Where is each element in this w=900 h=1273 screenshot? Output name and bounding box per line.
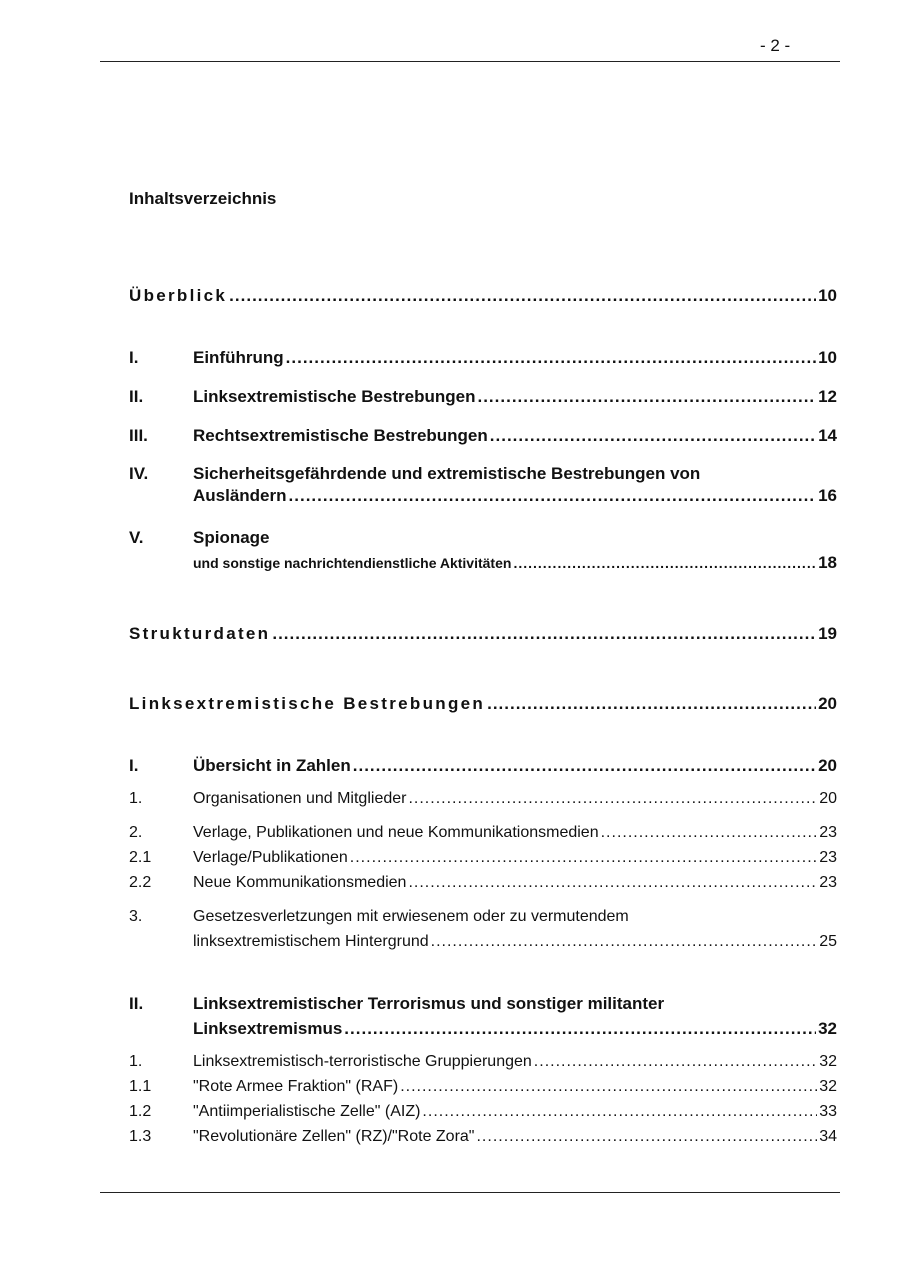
- leader-dots: [490, 426, 816, 446]
- leader-dots: [487, 694, 816, 714]
- toc-entry-number: V.: [129, 528, 144, 547]
- toc-entry-title: Organisationen und Mitglieder: [193, 790, 407, 807]
- toc-entry-number: I.: [129, 756, 139, 775]
- toc-entry-title: Strukturdaten: [129, 624, 271, 643]
- toc-entry-page: 23: [819, 849, 837, 866]
- toc-entry-title-line2: und sonstige nachrichtendienstliche Aktivitäten: [193, 555, 512, 571]
- toc-entry-number: 3.: [129, 908, 143, 925]
- toc-entry-number: 1.1: [129, 1078, 152, 1095]
- toc-entry-title: "Rote Armee Fraktion" (RAF): [193, 1078, 399, 1095]
- toc-entry[interactable]: [129, 464, 837, 514]
- toc-subentry[interactable]: [129, 1078, 837, 1102]
- leader-dots: [601, 824, 818, 842]
- toc-subentry[interactable]: [129, 908, 837, 958]
- leader-dots: [476, 1128, 817, 1146]
- toc-entry-page: 23: [819, 874, 837, 891]
- toc-entry-page: 20: [818, 694, 837, 713]
- toc-entry[interactable]: [129, 387, 837, 411]
- leader-dots: [344, 1019, 816, 1039]
- toc-entry-title: Verlage/Publikationen: [193, 849, 348, 866]
- toc-entry-page: 19: [818, 624, 837, 643]
- toc-entry-number: 1.: [129, 790, 143, 807]
- toc-entry-number: 2.2: [129, 874, 152, 891]
- leader-dots: [350, 849, 817, 867]
- toc-entry-number: III.: [129, 426, 148, 445]
- toc-entry-number: 1.3: [129, 1128, 152, 1145]
- leader-dots: [400, 1078, 817, 1096]
- toc-entry[interactable]: [129, 994, 837, 1044]
- leader-dots: [422, 1103, 817, 1121]
- toc-entry[interactable]: [129, 756, 837, 780]
- toc-subentry[interactable]: [129, 874, 837, 898]
- leader-dots: [408, 874, 817, 892]
- toc-entry-title: Übersicht in Zahlen: [193, 756, 351, 775]
- leader-dots: [513, 555, 816, 571]
- toc-entry-number: 2.: [129, 824, 143, 841]
- toc-entry-title-line2: Ausländern: [193, 486, 287, 505]
- toc-entry-title: Linksextremistisch-terroristische Gruppierungen: [193, 1053, 532, 1070]
- page-number: - 2 -: [760, 36, 791, 55]
- footer-rule: [100, 1192, 840, 1193]
- toc-entry-number: 1.: [129, 1053, 143, 1070]
- leader-dots: [353, 756, 816, 776]
- toc-entry-number: II.: [129, 387, 144, 406]
- toc-section-ueberblick[interactable]: [129, 286, 837, 310]
- leader-dots: [477, 387, 816, 407]
- toc-section-strukturdaten[interactable]: [129, 624, 837, 648]
- toc-entry-title: Rechtsextremistische Bestrebungen: [193, 426, 488, 445]
- toc-entry[interactable]: [129, 426, 837, 450]
- toc-subentry[interactable]: [129, 849, 837, 873]
- toc-entry-page: 10: [818, 348, 837, 367]
- toc-entry-title-line2: linksextremistischem Hintergrund: [193, 933, 429, 950]
- toc-entry-page: 25: [819, 933, 837, 950]
- toc-entry-page: 33: [819, 1103, 837, 1120]
- toc-entry-title: Neue Kommunikationsmedien: [193, 874, 407, 891]
- toc-entry-title: Einführung: [193, 348, 284, 367]
- toc-entry-title: "Antiimperialistische Zelle" (AIZ): [193, 1103, 421, 1120]
- toc-entry-title-line1: Linksextremistischer Terrorismus und sonstiger militanter: [193, 994, 665, 1013]
- toc-entry-title-line1: Sicherheitsgefährdende und extremistische Bestrebungen von: [193, 464, 701, 483]
- toc-entry-title-line1: Gesetzesverletzungen mit erwiesenem oder zu vermutendem: [193, 908, 629, 925]
- toc-entry-page: 23: [819, 824, 837, 841]
- toc-subentry[interactable]: [129, 1128, 837, 1152]
- leader-dots: [408, 790, 817, 808]
- toc-entry-number: IV.: [129, 464, 149, 483]
- toc-entry-page: 32: [818, 1019, 837, 1038]
- toc-entry-page: 20: [819, 790, 837, 807]
- leader-dots: [229, 286, 816, 306]
- leader-dots: [534, 1053, 817, 1071]
- toc-heading: Inhaltsverzeichnis: [129, 189, 277, 208]
- leader-dots: [431, 933, 818, 951]
- leader-dots: [272, 624, 816, 644]
- toc-entry-page: 12: [818, 387, 837, 406]
- toc-entry-number: II.: [129, 994, 144, 1013]
- toc-subentry[interactable]: [129, 790, 837, 814]
- leader-dots: [289, 486, 817, 506]
- toc-entry-title: Linksextremistische Bestrebungen: [129, 694, 486, 713]
- toc-entry-title-line1: Spionage: [193, 528, 270, 547]
- toc-entry-title: Verlage, Publikationen und neue Kommunikationsmedien: [193, 824, 599, 841]
- toc-entry-page: 16: [818, 486, 837, 505]
- toc-entry-page: 32: [819, 1078, 837, 1095]
- toc-entry-title: Linksextremistische Bestrebungen: [193, 387, 476, 406]
- toc-subentry[interactable]: [129, 1053, 837, 1077]
- toc-entry[interactable]: [129, 348, 837, 372]
- toc-subentry[interactable]: [129, 824, 837, 848]
- toc-entry-title: Überblick: [129, 286, 228, 305]
- toc-entry-page: 10: [818, 286, 837, 305]
- toc-entry-title-line2: Linksextremismus: [193, 1019, 343, 1038]
- toc-entry-title: "Revolutionäre Zellen" (RZ)/"Rote Zora": [193, 1128, 475, 1145]
- toc-subentry[interactable]: [129, 1103, 837, 1127]
- toc-entry-page: 14: [818, 426, 837, 445]
- toc-entry-page: 18: [818, 553, 837, 572]
- toc-section-linksextremistische-bestrebungen[interactable]: [129, 694, 837, 718]
- header-rule: [100, 61, 840, 62]
- toc-entry[interactable]: [129, 528, 837, 580]
- toc-entry-page: 32: [819, 1053, 837, 1070]
- toc-entry-page: 34: [819, 1128, 837, 1145]
- leader-dots: [286, 348, 816, 368]
- toc-entry-number: I.: [129, 348, 139, 367]
- toc-entry-number: 1.2: [129, 1103, 152, 1120]
- toc-entry-number: 2.1: [129, 849, 152, 866]
- toc-entry-page: 20: [818, 756, 837, 775]
